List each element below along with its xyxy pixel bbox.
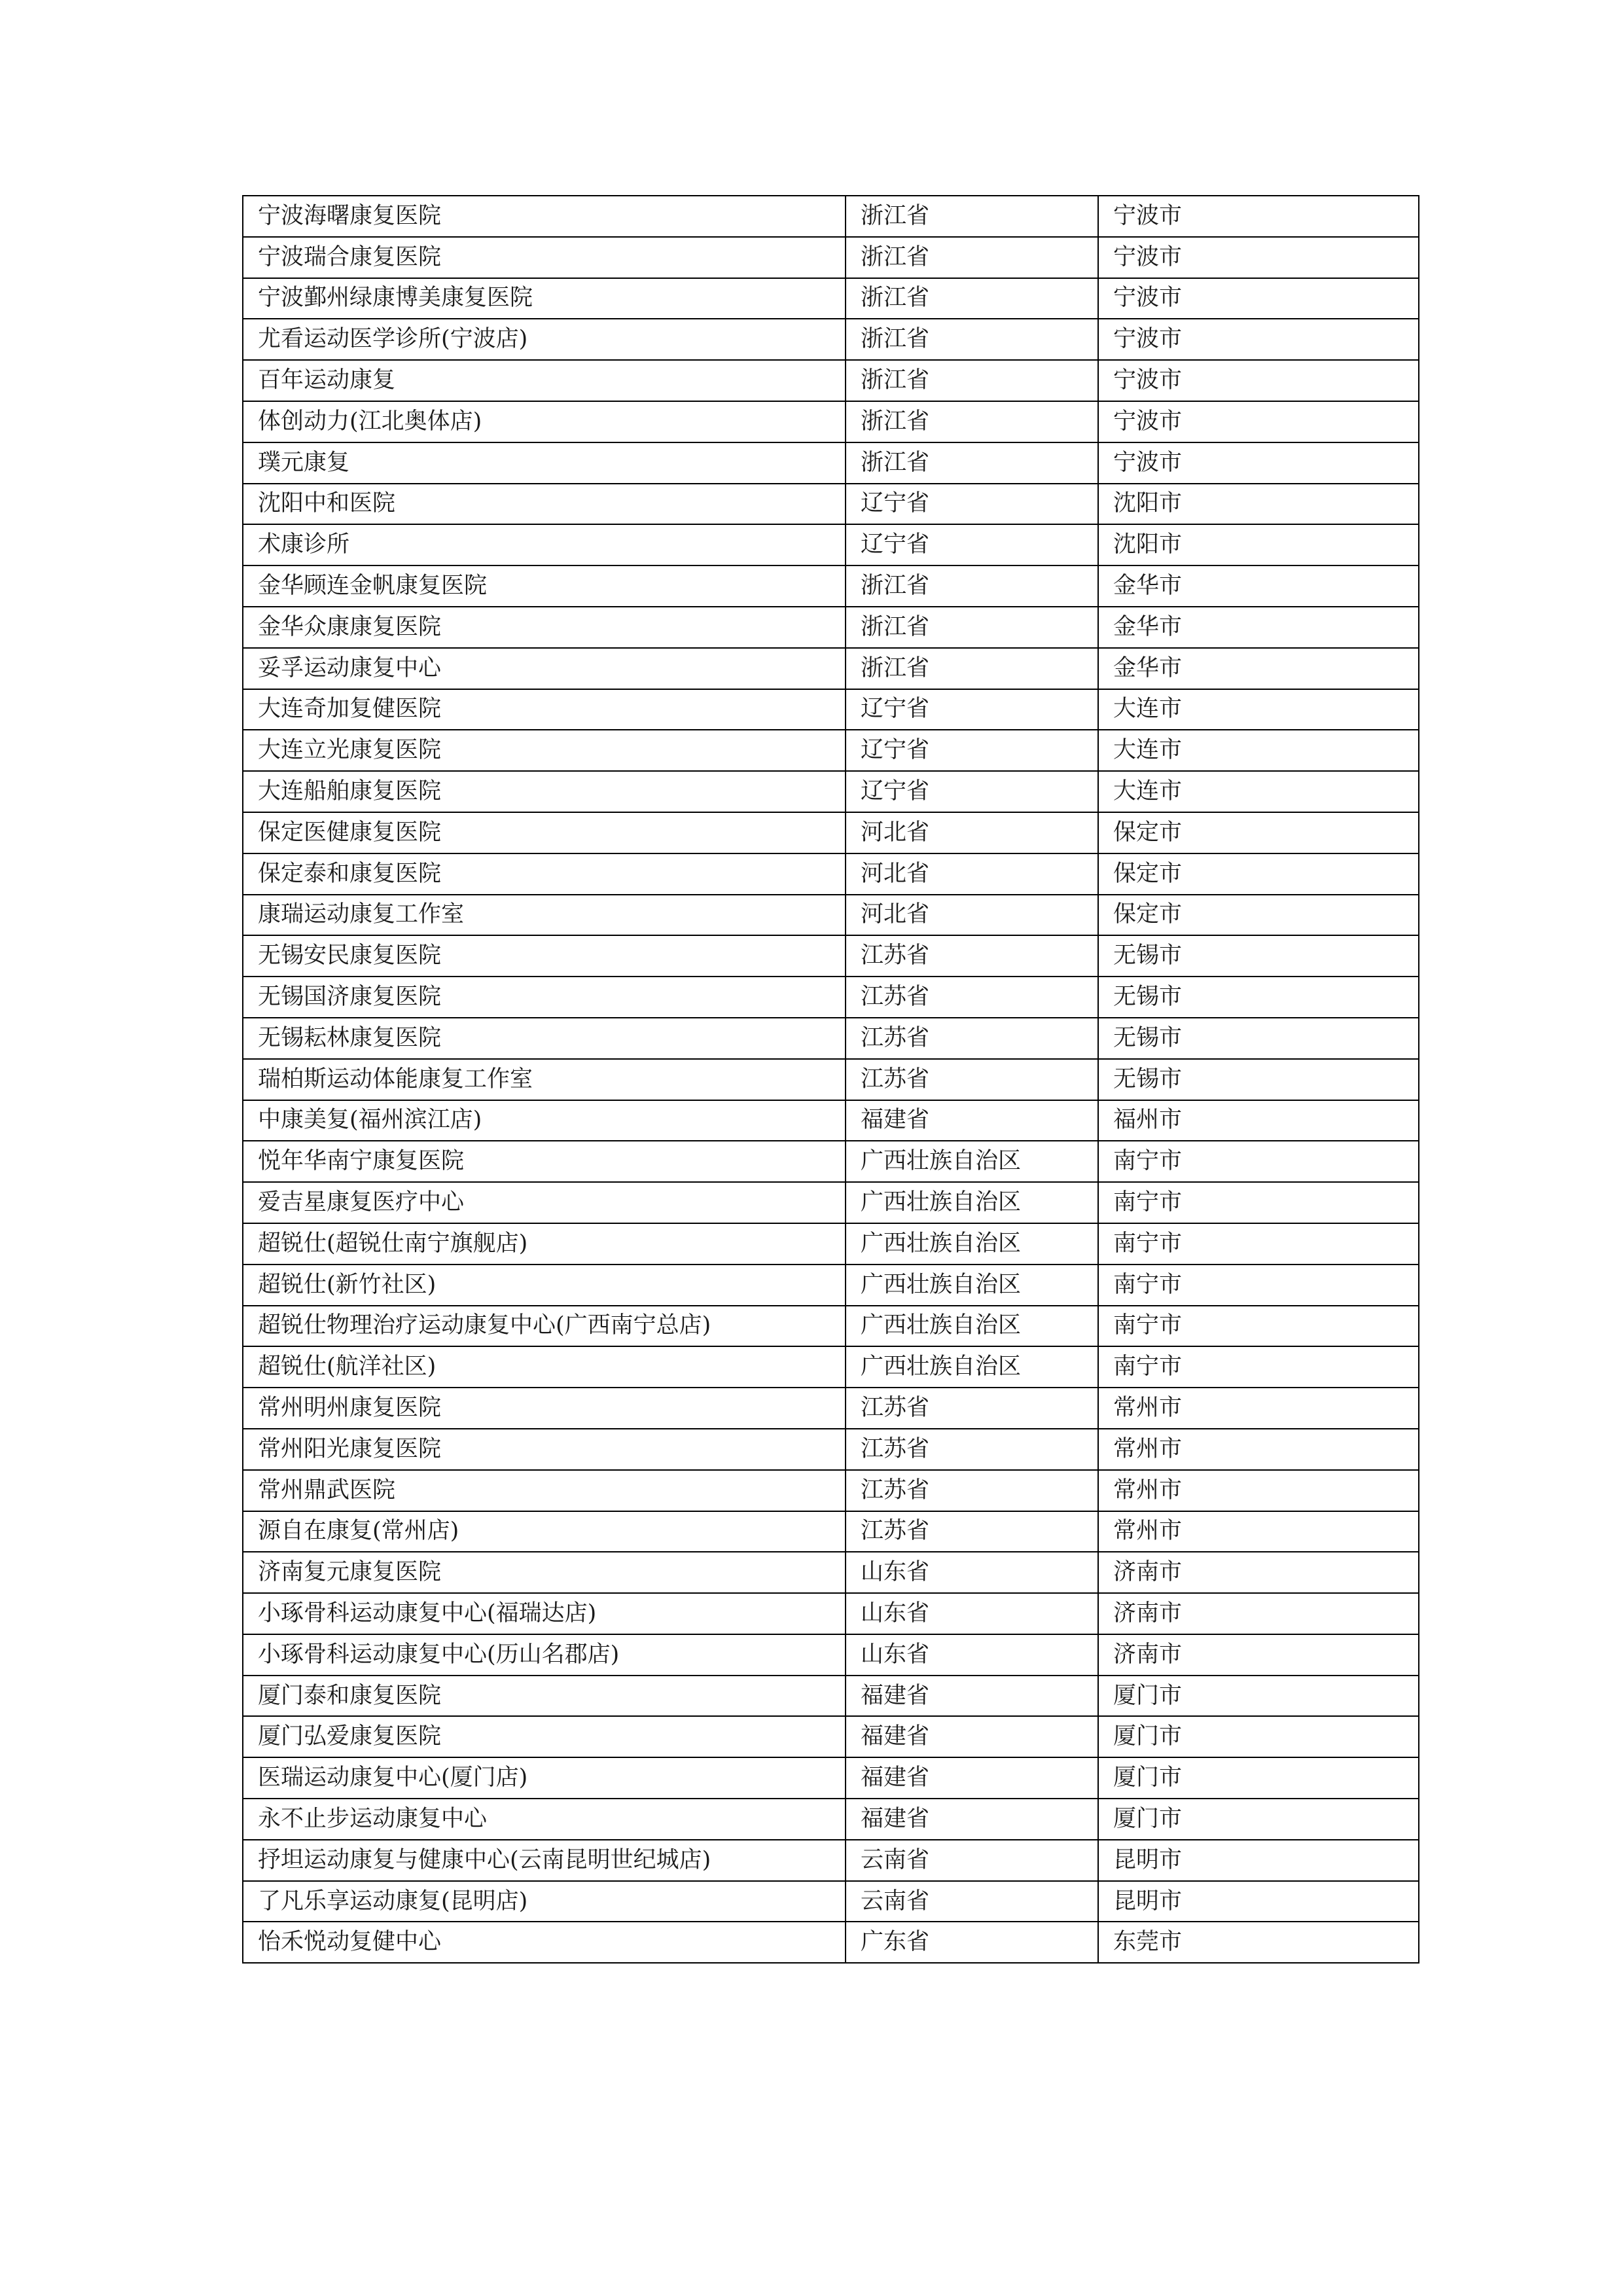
table-row — [243, 360, 1419, 401]
city-cell: 大连市 — [1098, 730, 1419, 771]
table-row — [243, 607, 1419, 648]
city-cell: 宁波市 — [1098, 196, 1419, 237]
province-cell: 江苏省 — [846, 1470, 1098, 1511]
facility-name-cell: 百年运动康复 — [243, 360, 846, 401]
province-cell: 江苏省 — [846, 1388, 1098, 1429]
facility-name-cell: 小琢骨科运动康复中心(历山名郡店) — [243, 1634, 846, 1676]
city-cell: 保定市 — [1098, 853, 1419, 895]
city-cell: 南宁市 — [1098, 1346, 1419, 1388]
city-cell: 沈阳市 — [1098, 524, 1419, 565]
facility-name-cell: 无锡国济康复医院 — [243, 977, 846, 1018]
facility-name-cell: 体创动力(江北奥体店) — [243, 401, 846, 442]
table-row — [243, 319, 1419, 360]
province-cell: 广西壮族自治区 — [846, 1265, 1098, 1306]
city-cell: 无锡市 — [1098, 977, 1419, 1018]
table-row — [243, 895, 1419, 936]
province-cell: 江苏省 — [846, 977, 1098, 1018]
province-cell: 浙江省 — [846, 237, 1098, 278]
facility-name-cell: 医瑞运动康复中心(厦门店) — [243, 1757, 846, 1799]
facility-name-cell: 大连立光康复医院 — [243, 730, 846, 771]
table-row — [243, 196, 1419, 237]
city-cell: 昆明市 — [1098, 1881, 1419, 1922]
facility-name-cell: 保定医健康复医院 — [243, 812, 846, 853]
table-row — [243, 1757, 1419, 1799]
city-cell: 常州市 — [1098, 1388, 1419, 1429]
city-cell: 金华市 — [1098, 607, 1419, 648]
province-cell: 云南省 — [846, 1881, 1098, 1922]
table-body — [243, 196, 1419, 1963]
facility-name-cell: 康瑞运动康复工作室 — [243, 895, 846, 936]
province-cell: 江苏省 — [846, 1429, 1098, 1470]
table-row — [243, 484, 1419, 525]
province-cell: 浙江省 — [846, 565, 1098, 607]
facility-name-cell: 常州阳光康复医院 — [243, 1429, 846, 1470]
province-cell: 福建省 — [846, 1757, 1098, 1799]
province-cell: 山东省 — [846, 1593, 1098, 1634]
facility-name-cell: 瑞柏斯运动体能康复工作室 — [243, 1059, 846, 1100]
province-cell: 江苏省 — [846, 1511, 1098, 1552]
province-cell: 浙江省 — [846, 648, 1098, 689]
city-cell: 宁波市 — [1098, 442, 1419, 484]
facility-name-cell: 永不止步运动康复中心 — [243, 1799, 846, 1840]
city-cell: 常州市 — [1098, 1470, 1419, 1511]
city-cell: 无锡市 — [1098, 935, 1419, 977]
table-row — [243, 935, 1419, 977]
city-cell: 保定市 — [1098, 895, 1419, 936]
table-row — [243, 565, 1419, 607]
facility-name-cell: 济南复元康复医院 — [243, 1552, 846, 1593]
province-cell: 云南省 — [846, 1840, 1098, 1881]
facility-name-cell: 源自在康复(常州店) — [243, 1511, 846, 1552]
facility-table — [242, 195, 1419, 1964]
city-cell: 南宁市 — [1098, 1141, 1419, 1182]
facility-name-cell: 小琢骨科运动康复中心(福瑞达店) — [243, 1593, 846, 1634]
city-cell: 宁波市 — [1098, 360, 1419, 401]
province-cell: 江苏省 — [846, 935, 1098, 977]
city-cell: 厦门市 — [1098, 1799, 1419, 1840]
table-row — [243, 1018, 1419, 1059]
facility-name-cell: 无锡耘林康复医院 — [243, 1018, 846, 1059]
province-cell: 河北省 — [846, 895, 1098, 936]
facility-name-cell: 宁波瑞合康复医院 — [243, 237, 846, 278]
table-row — [243, 1716, 1419, 1757]
table-row — [243, 1429, 1419, 1470]
city-cell: 宁波市 — [1098, 237, 1419, 278]
city-cell: 福州市 — [1098, 1100, 1419, 1141]
province-cell: 江苏省 — [846, 1059, 1098, 1100]
table-row — [243, 1881, 1419, 1922]
facility-name-cell: 怡禾悦动复健中心 — [243, 1922, 846, 1963]
facility-name-cell: 金华顾连金帆康复医院 — [243, 565, 846, 607]
facility-name-cell: 大连奇加复健医院 — [243, 689, 846, 730]
province-cell: 广西壮族自治区 — [846, 1182, 1098, 1223]
province-cell: 辽宁省 — [846, 484, 1098, 525]
table-row — [243, 237, 1419, 278]
table-row — [243, 1306, 1419, 1347]
city-cell: 昆明市 — [1098, 1840, 1419, 1881]
table-row — [243, 1840, 1419, 1881]
province-cell: 浙江省 — [846, 319, 1098, 360]
facility-name-cell: 厦门泰和康复医院 — [243, 1676, 846, 1717]
province-cell: 山东省 — [846, 1552, 1098, 1593]
province-cell: 浙江省 — [846, 401, 1098, 442]
table-row — [243, 689, 1419, 730]
facility-name-cell: 璞元康复 — [243, 442, 846, 484]
facility-name-cell: 宁波鄞州绿康博美康复医院 — [243, 278, 846, 319]
facility-name-cell: 妥孚运动康复中心 — [243, 648, 846, 689]
province-cell: 广东省 — [846, 1922, 1098, 1963]
table-row — [243, 401, 1419, 442]
table-row — [243, 812, 1419, 853]
table-row — [243, 524, 1419, 565]
city-cell: 无锡市 — [1098, 1059, 1419, 1100]
city-cell: 宁波市 — [1098, 278, 1419, 319]
facility-name-cell: 宁波海曙康复医院 — [243, 196, 846, 237]
table-row — [243, 278, 1419, 319]
table-row — [243, 1141, 1419, 1182]
city-cell: 常州市 — [1098, 1429, 1419, 1470]
facility-name-cell: 保定泰和康复医院 — [243, 853, 846, 895]
facility-name-cell: 了凡乐享运动康复(昆明店) — [243, 1881, 846, 1922]
table-row — [243, 1593, 1419, 1634]
table-row — [243, 1182, 1419, 1223]
table-row — [243, 1388, 1419, 1429]
table-row — [243, 1676, 1419, 1717]
province-cell: 辽宁省 — [846, 771, 1098, 812]
facility-name-cell: 金华众康康复医院 — [243, 607, 846, 648]
province-cell: 广西壮族自治区 — [846, 1346, 1098, 1388]
city-cell: 厦门市 — [1098, 1716, 1419, 1757]
city-cell: 济南市 — [1098, 1593, 1419, 1634]
city-cell: 常州市 — [1098, 1511, 1419, 1552]
table-row — [243, 1100, 1419, 1141]
province-cell: 江苏省 — [846, 1018, 1098, 1059]
province-cell: 广西壮族自治区 — [846, 1141, 1098, 1182]
table-row — [243, 853, 1419, 895]
province-cell: 河北省 — [846, 853, 1098, 895]
table-row — [243, 648, 1419, 689]
table-row — [243, 1634, 1419, 1676]
facility-name-cell: 抒坦运动康复与健康中心(云南昆明世纪城店) — [243, 1840, 846, 1881]
table-row — [243, 1223, 1419, 1265]
table-row — [243, 1265, 1419, 1306]
city-cell: 厦门市 — [1098, 1676, 1419, 1717]
facility-name-cell: 大连船舶康复医院 — [243, 771, 846, 812]
city-cell: 无锡市 — [1098, 1018, 1419, 1059]
province-cell: 福建省 — [846, 1100, 1098, 1141]
city-cell: 南宁市 — [1098, 1223, 1419, 1265]
province-cell: 河北省 — [846, 812, 1098, 853]
table-row — [243, 442, 1419, 484]
facility-name-cell: 悦年华南宁康复医院 — [243, 1141, 846, 1182]
city-cell: 宁波市 — [1098, 401, 1419, 442]
facility-name-cell: 常州鼎武医院 — [243, 1470, 846, 1511]
facility-name-cell: 超锐仕(航洋社区) — [243, 1346, 846, 1388]
facility-name-cell: 无锡安民康复医院 — [243, 935, 846, 977]
city-cell: 金华市 — [1098, 648, 1419, 689]
city-cell: 大连市 — [1098, 689, 1419, 730]
city-cell: 沈阳市 — [1098, 484, 1419, 525]
facility-name-cell: 沈阳中和医院 — [243, 484, 846, 525]
province-cell: 福建省 — [846, 1716, 1098, 1757]
city-cell: 厦门市 — [1098, 1757, 1419, 1799]
facility-name-cell: 超锐仕物理治疗运动康复中心(广西南宁总店) — [243, 1306, 846, 1347]
table-row — [243, 1346, 1419, 1388]
facility-name-cell: 超锐仕(新竹社区) — [243, 1265, 846, 1306]
facility-name-cell: 尤看运动医学诊所(宁波店) — [243, 319, 846, 360]
province-cell: 广西壮族自治区 — [846, 1223, 1098, 1265]
facility-name-cell: 爱吉星康复医疗中心 — [243, 1182, 846, 1223]
province-cell: 辽宁省 — [846, 689, 1098, 730]
table-row — [243, 977, 1419, 1018]
table-row — [243, 1552, 1419, 1593]
province-cell: 浙江省 — [846, 196, 1098, 237]
facility-name-cell: 中康美复(福州滨江店) — [243, 1100, 846, 1141]
table-row — [243, 1059, 1419, 1100]
city-cell: 济南市 — [1098, 1552, 1419, 1593]
city-cell: 济南市 — [1098, 1634, 1419, 1676]
province-cell: 广西壮族自治区 — [846, 1306, 1098, 1347]
city-cell: 南宁市 — [1098, 1265, 1419, 1306]
facility-name-cell: 厦门弘爱康复医院 — [243, 1716, 846, 1757]
city-cell: 宁波市 — [1098, 319, 1419, 360]
city-cell: 东莞市 — [1098, 1922, 1419, 1963]
facility-name-cell: 常州明州康复医院 — [243, 1388, 846, 1429]
province-cell: 浙江省 — [846, 360, 1098, 401]
province-cell: 福建省 — [846, 1676, 1098, 1717]
province-cell: 山东省 — [846, 1634, 1098, 1676]
province-cell: 浙江省 — [846, 607, 1098, 648]
province-cell: 浙江省 — [846, 442, 1098, 484]
table-row — [243, 771, 1419, 812]
facility-name-cell: 术康诊所 — [243, 524, 846, 565]
table-row — [243, 1799, 1419, 1840]
province-cell: 辽宁省 — [846, 524, 1098, 565]
city-cell: 保定市 — [1098, 812, 1419, 853]
table-row — [243, 1470, 1419, 1511]
table-row — [243, 1922, 1419, 1963]
city-cell: 大连市 — [1098, 771, 1419, 812]
table-row — [243, 730, 1419, 771]
province-cell: 辽宁省 — [846, 730, 1098, 771]
table-row — [243, 1511, 1419, 1552]
city-cell: 金华市 — [1098, 565, 1419, 607]
province-cell: 福建省 — [846, 1799, 1098, 1840]
city-cell: 南宁市 — [1098, 1182, 1419, 1223]
city-cell: 南宁市 — [1098, 1306, 1419, 1347]
facility-name-cell: 超锐仕(超锐仕南宁旗舰店) — [243, 1223, 846, 1265]
province-cell: 浙江省 — [846, 278, 1098, 319]
